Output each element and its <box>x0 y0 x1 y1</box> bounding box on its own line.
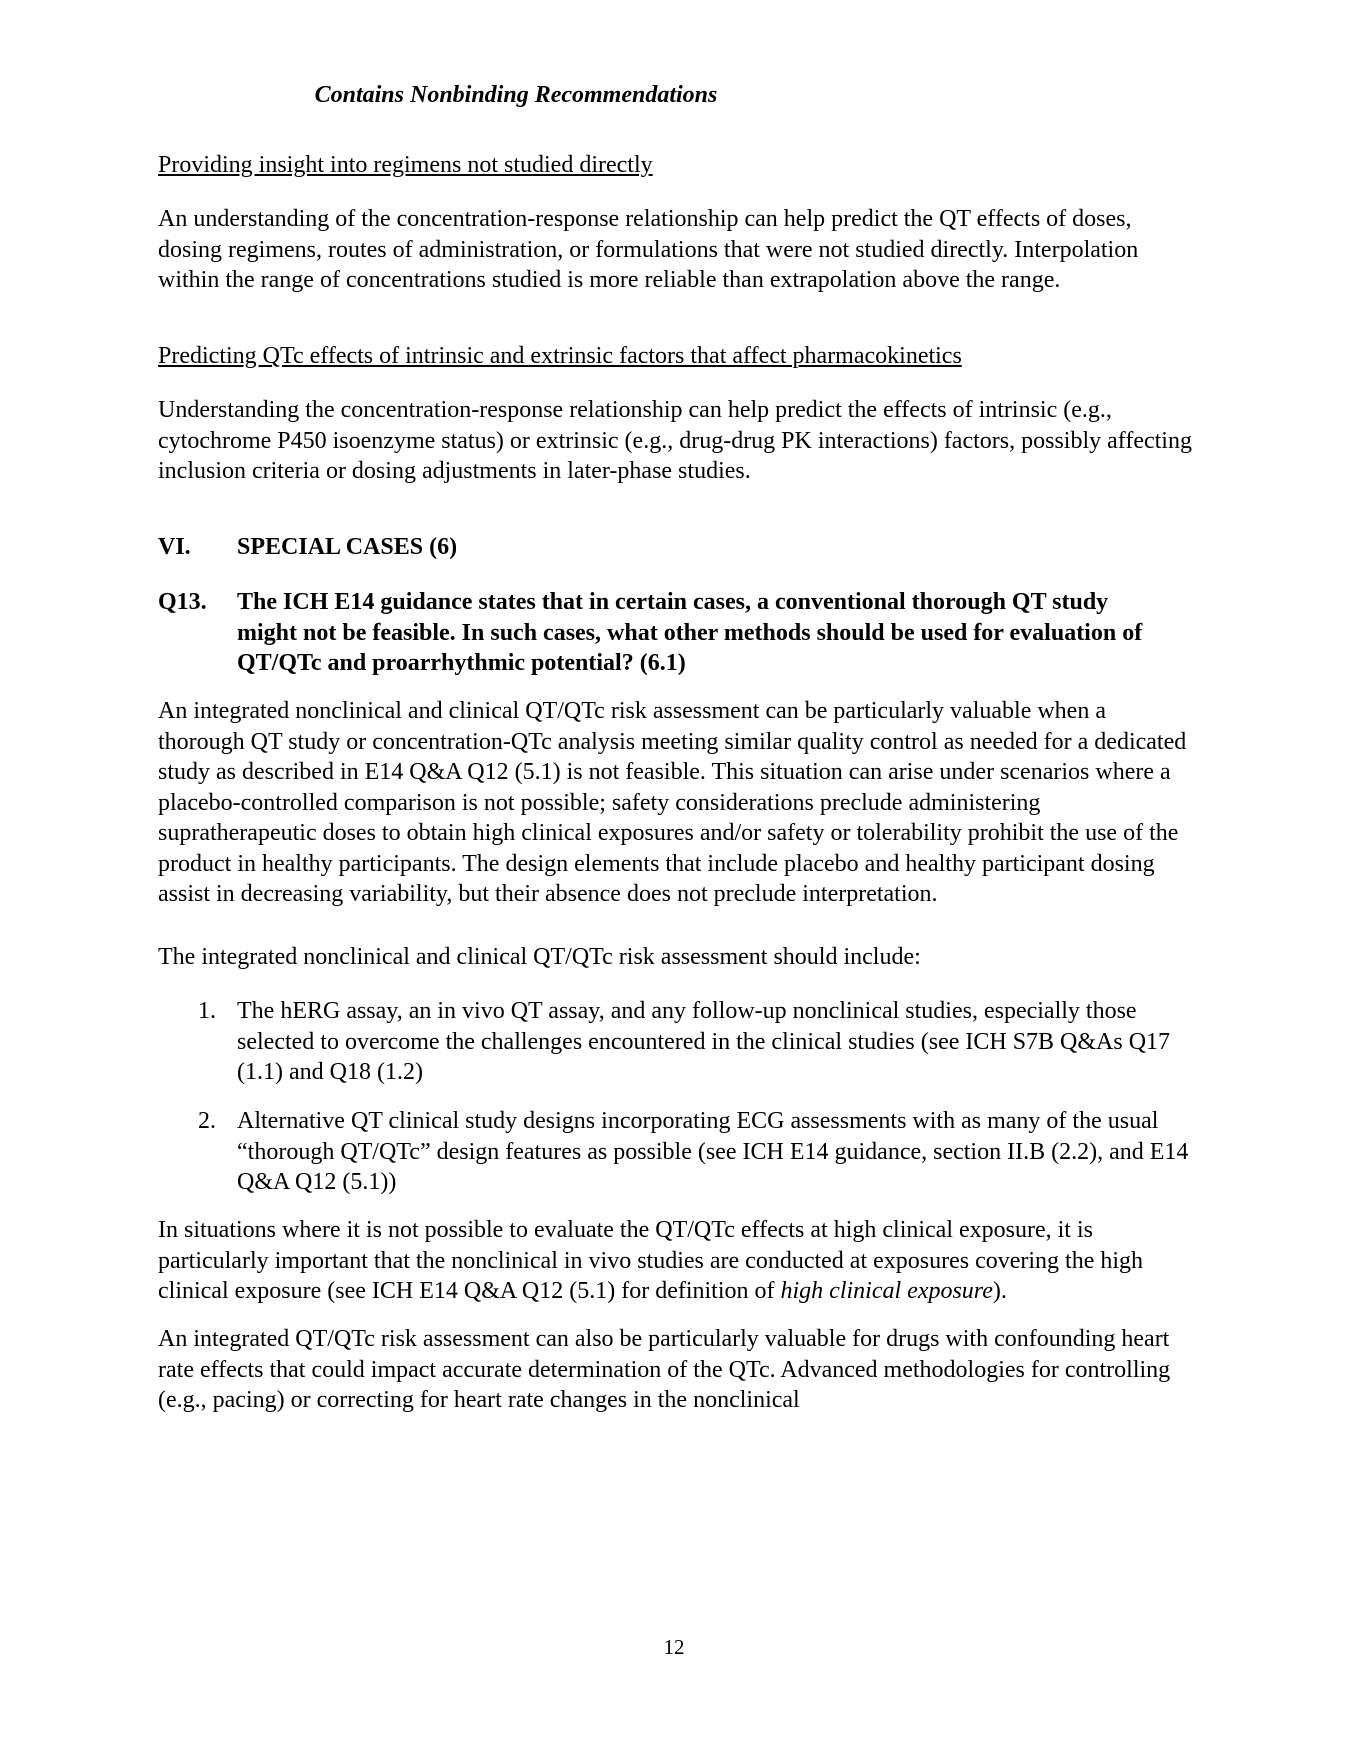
paragraph-heart-rate: An integrated QT/QTc risk assessment can also be particularly valuable for drugs with confounding heart rate effects that could impact accurate determination of the QTc. Advanced methodologies for controlling (e.g., pacing) or correcting for heart rate changes in the nonclinical <box>158 1326 1171 1413</box>
subsection-heading-regimens: Providing insight into regimens not studied directly <box>158 152 653 178</box>
list-item-number: 2. <box>198 1108 216 1134</box>
question-text: The ICH E14 guidance states that in certain cases, a conventional thorough QT study might not be feasible. In such cases, what other methods should be used for evaluation of QT/QTc and proarrhythmic potential? (6.1) <box>237 589 1143 676</box>
paragraph-high-exposure-end: ). <box>992 1278 1007 1304</box>
subsection-body-regimens: An understanding of the concentration-response relationship can help predict the QT effects of doses, dosing regimens, routes of administration, or formulations that were not studied directly. Interpolation within the range of concentrations studied is more reliable than extrapolation above the range. <box>158 206 1139 293</box>
italic-term-high-clinical-exposure: high clinical exposure <box>780 1278 993 1304</box>
question-number: Q13. <box>158 589 207 615</box>
paragraph-should-include: The integrated nonclinical and clinical QT/QTc risk assessment should include: <box>158 944 921 970</box>
list-item-text: Alternative QT clinical study designs incorporating ECG assessments with as many of the usual “thorough QT/QTc” design features as possible (see ICH E14 guidance, section II.B (2.2), and E14 Q&A Q12 (5.1)) <box>237 1108 1189 1195</box>
list-item-text: The hERG assay, an in vivo QT assay, and any follow-up nonclinical studies, especially those selected to overcome the challenges encountered in the clinical studies (see ICH S7B Q&As Q17 (1.1) and Q18 (1.2) <box>237 998 1171 1085</box>
paragraph-high-exposure-text: In situations where it is not possible to evaluate the QT/QTc effects at high clinical exposure, it is particularly important that the nonclinical in vivo studies are conducted at exposures covering the high clinical exposure (see ICH E14 Q&A Q12 (5.1) for definition of <box>158 1217 1144 1304</box>
list-item-number: 1. <box>198 998 216 1024</box>
paragraph-integrated-assessment: An integrated nonclinical and clinical QT/QTc risk assessment can be particularly valuable when a thorough QT study or concentration-QTc analysis meeting similar quality control as needed for a dedicated study as described in E14 Q&A Q12 (5.1) is not feasible. This situation can arise under scenarios where a placebo-controlled comparison is not possible; safety considerations preclude administering supratherapeutic doses to obtain high clinical exposures and/or safety or tolerability prohibit the use of the product in healthy participants. The design elements that include placebo and healthy participant dosing assist in decreasing variability, but their absence does not preclude interpretation. <box>158 698 1187 907</box>
subsection-body-factors: Understanding the concentration-response relationship can help predict the effects of intrinsic (e.g., cytochrome P450 isoenzyme status) or extrinsic (e.g., drug-drug PK interactions) factors, possibly affecting inclusion criteria or dosing adjustments in later-phase studies. <box>158 397 1192 484</box>
section-number: VI. <box>158 534 191 560</box>
page-header: Contains Nonbinding Recommendations <box>314 82 718 108</box>
page-number: 12 <box>663 1635 685 1659</box>
paragraph-high-exposure <box>158 1215 1198 1307</box>
subsection-heading-factors: Predicting QTc effects of intrinsic and extrinsic factors that affect pharmacokinetics <box>158 343 962 369</box>
section-title: SPECIAL CASES (6) <box>237 534 458 560</box>
